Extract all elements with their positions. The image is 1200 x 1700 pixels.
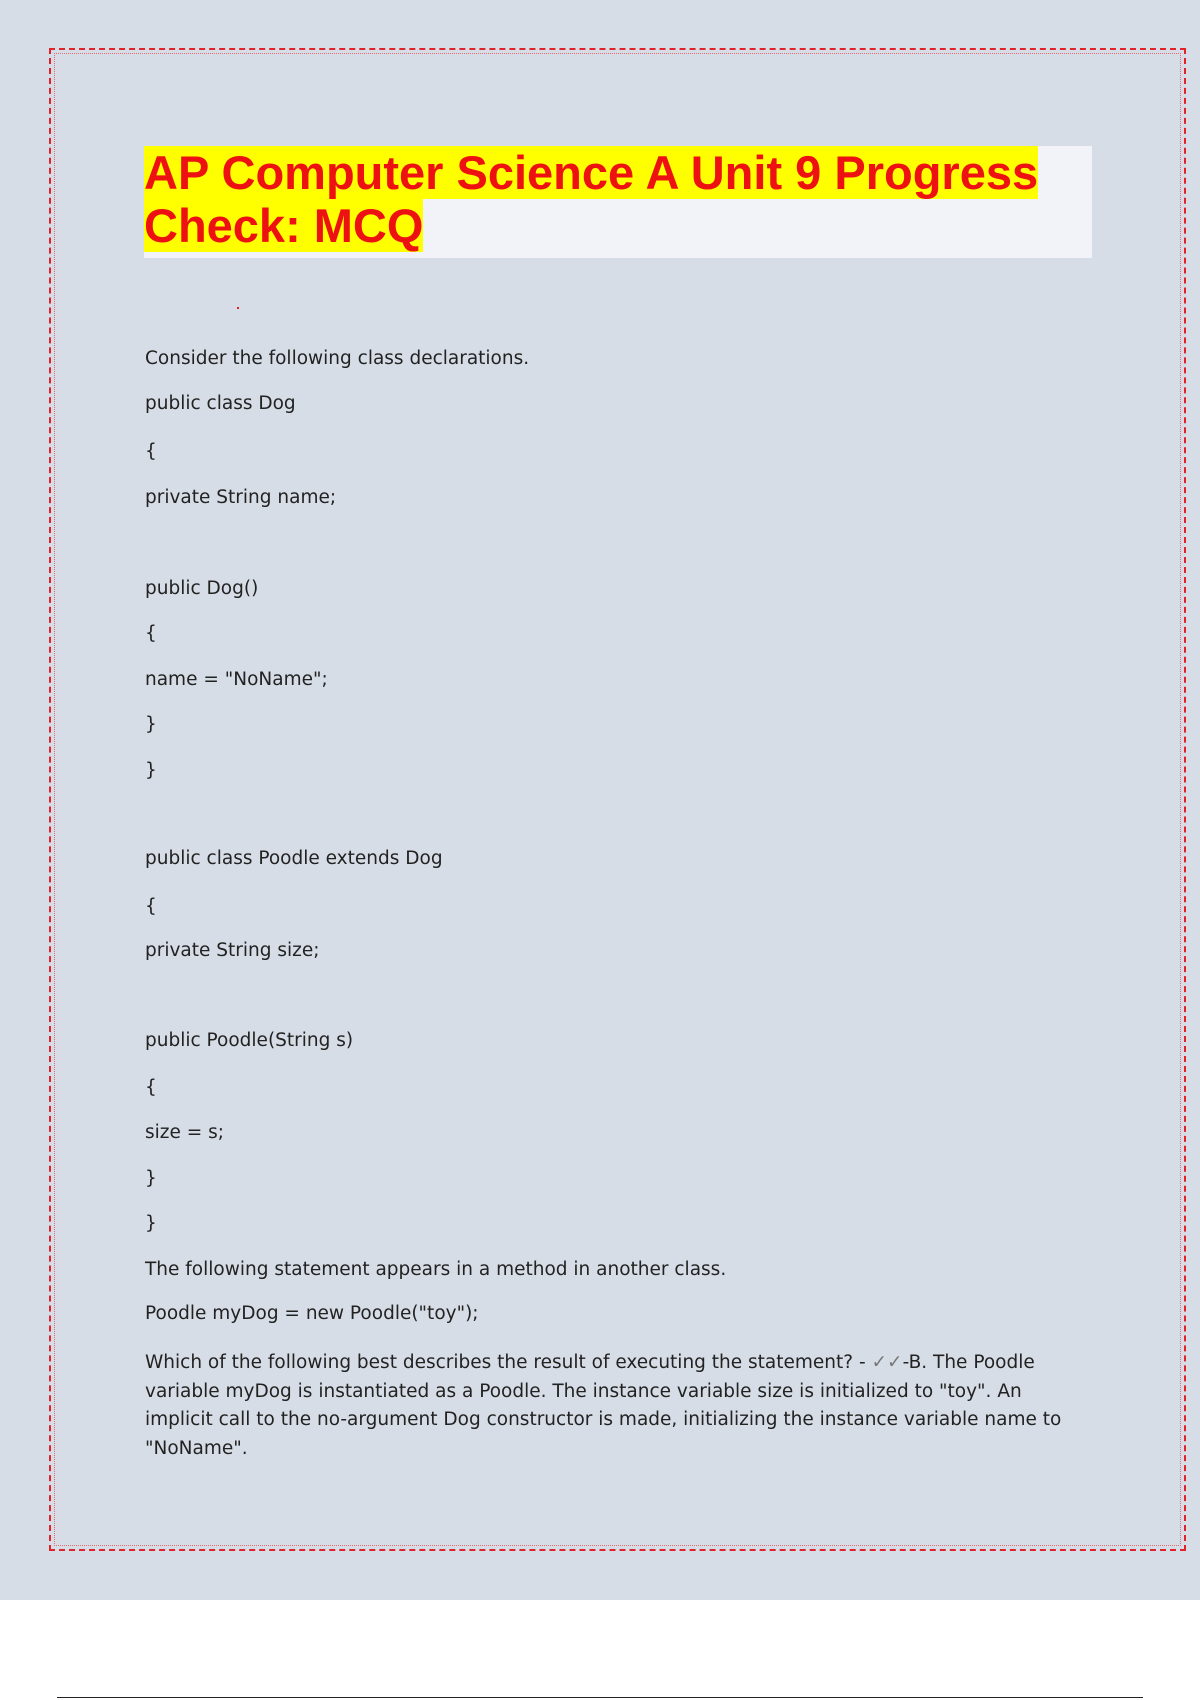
code-line: } xyxy=(145,1168,157,1189)
question-answer xyxy=(145,1349,1075,1463)
statement-intro: The following statement appears in a method in another class. xyxy=(145,1259,727,1280)
code-line: { xyxy=(145,896,157,917)
code-line: { xyxy=(145,441,157,462)
code-line: { xyxy=(145,1077,157,1098)
stray-mark xyxy=(237,307,239,309)
statement-code: Poodle myDog = new Poodle("toy"); xyxy=(145,1303,479,1324)
intro-line: Consider the following class declarations. xyxy=(145,348,530,369)
page-border xyxy=(49,48,1186,1551)
answer-text: -B. The Poodle variable myDog is instantiated as a Poodle. The instance variable size is initialized to "toy". An implicit call to the no-argument Dog constructor is made, initializing the instance variable name to "NoName". xyxy=(145,1352,1062,1459)
document-title xyxy=(144,146,1092,252)
code-line: } xyxy=(145,714,157,735)
code-line: public class Poodle extends Dog xyxy=(145,848,443,869)
check-marks-icon: ✓✓ xyxy=(871,1352,903,1373)
code-line: private String size; xyxy=(145,940,320,961)
code-line: name = "NoName"; xyxy=(145,669,328,690)
code-line: size = s; xyxy=(145,1122,225,1143)
code-line: private String name; xyxy=(145,487,337,508)
code-line: public class Dog xyxy=(145,393,296,414)
code-line: public Dog() xyxy=(145,578,259,599)
footer-rule xyxy=(57,1697,1143,1698)
code-line: public Poodle(String s) xyxy=(145,1030,354,1051)
code-line: } xyxy=(145,760,157,781)
code-line: } xyxy=(145,1213,157,1234)
code-line: { xyxy=(145,623,157,644)
title-text: AP Computer Science A Unit 9 Progress Check: MCQ xyxy=(144,146,1039,252)
question-text: Which of the following best describes the result of executing the statement? - xyxy=(145,1352,872,1373)
